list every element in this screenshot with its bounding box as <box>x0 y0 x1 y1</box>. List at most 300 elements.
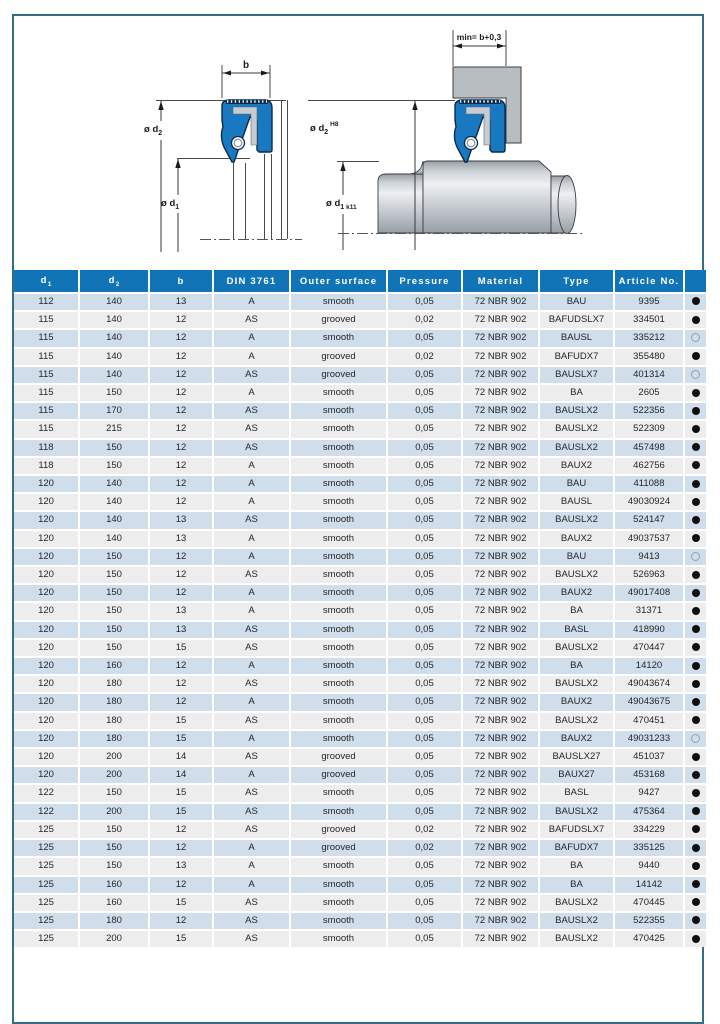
table-cell: 12 <box>150 656 214 674</box>
table-cell: 14 <box>150 747 214 765</box>
table-cell: 180 <box>80 729 150 747</box>
table-cell: 120 <box>14 692 80 710</box>
filled-dot-icon <box>692 480 700 488</box>
table-cell: 72 NBR 902 <box>463 929 540 947</box>
availability-cell <box>685 438 706 456</box>
table-cell: 0,05 <box>388 929 463 947</box>
table-cell: AS <box>214 802 291 820</box>
table-cell: 72 NBR 902 <box>463 401 540 419</box>
table-cell: smooth <box>291 292 388 310</box>
table-cell: 0,05 <box>388 620 463 638</box>
table-cell: 522355 <box>615 911 685 929</box>
availability-cell <box>685 783 706 801</box>
table-cell: AS <box>214 893 291 911</box>
table-cell: 72 NBR 902 <box>463 438 540 456</box>
table-cell: BA <box>540 601 615 619</box>
table-cell: 14142 <box>615 875 685 893</box>
table-cell: smooth <box>291 911 388 929</box>
table-cell: BAUX2 <box>540 692 615 710</box>
table-cell: 150 <box>80 838 150 856</box>
table-cell: 72 NBR 902 <box>463 893 540 911</box>
table-cell: 125 <box>14 875 80 893</box>
availability-cell <box>685 492 706 510</box>
table-cell: AS <box>214 747 291 765</box>
table-cell: 180 <box>80 711 150 729</box>
table-cell: 118 <box>14 438 80 456</box>
table-cell: AS <box>214 638 291 656</box>
table-cell: 120 <box>14 565 80 583</box>
table-cell: 0,05 <box>388 893 463 911</box>
table-cell: 0,05 <box>388 674 463 692</box>
table-cell: A <box>214 383 291 401</box>
table-cell: AS <box>214 911 291 929</box>
filled-dot-icon <box>692 862 700 870</box>
filled-dot-icon <box>692 498 700 506</box>
table-cell: BAUSLX2 <box>540 893 615 911</box>
table-cell: AS <box>214 820 291 838</box>
table-cell: 72 NBR 902 <box>463 856 540 874</box>
table-cell: BAU <box>540 547 615 565</box>
filled-dot-icon <box>692 443 700 451</box>
table-cell: A <box>214 838 291 856</box>
table-row <box>14 510 706 528</box>
table-cell: smooth <box>291 492 388 510</box>
table-cell: 13 <box>150 620 214 638</box>
filled-dot-icon <box>692 589 700 597</box>
table-cell: BAUSLX2 <box>540 929 615 947</box>
table-cell: 125 <box>14 911 80 929</box>
table-cell: 0,05 <box>388 510 463 528</box>
table-cell: smooth <box>291 783 388 801</box>
table-cell: 72 NBR 902 <box>463 510 540 528</box>
table-cell: BAUX2 <box>540 583 615 601</box>
table-cell: 72 NBR 902 <box>463 838 540 856</box>
table-cell: 9440 <box>615 856 685 874</box>
table-cell: 335212 <box>615 328 685 346</box>
table-cell: 125 <box>14 929 80 947</box>
table-cell: 160 <box>80 893 150 911</box>
table-cell: A <box>214 492 291 510</box>
table-cell: 125 <box>14 820 80 838</box>
dim-label-d2: ø $d_2$ <box>144 124 163 137</box>
table-cell: AS <box>214 783 291 801</box>
table-row <box>14 383 706 401</box>
table-cell: BAUX2 <box>540 456 615 474</box>
table-row <box>14 729 706 747</box>
filled-dot-icon <box>692 880 700 888</box>
table-cell: 470445 <box>615 893 685 911</box>
filled-dot-icon <box>692 935 700 943</box>
table-row <box>14 692 706 710</box>
table-cell: 140 <box>80 529 150 547</box>
table-cell: BA <box>540 856 615 874</box>
availability-cell <box>685 529 706 547</box>
table-cell: 120 <box>14 601 80 619</box>
table-cell: 470447 <box>615 638 685 656</box>
table-cell: 120 <box>14 674 80 692</box>
table-cell: 125 <box>14 838 80 856</box>
table-row <box>14 328 706 346</box>
table-cell: 72 NBR 902 <box>463 620 540 638</box>
table-cell: 12 <box>150 820 214 838</box>
table-cell: BAFUDX7 <box>540 347 615 365</box>
table-cell: 150 <box>80 856 150 874</box>
table-cell: 0,02 <box>388 820 463 838</box>
availability-cell <box>685 474 706 492</box>
table-cell: 0,05 <box>388 601 463 619</box>
table-cell: 115 <box>14 401 80 419</box>
table-cell: smooth <box>291 620 388 638</box>
availability-cell <box>685 620 706 638</box>
availability-cell <box>685 656 706 674</box>
table-cell: 120 <box>14 474 80 492</box>
dim-label-b: b <box>242 60 250 71</box>
table-cell: 411088 <box>615 474 685 492</box>
table-cell: 120 <box>14 547 80 565</box>
table-row <box>14 438 706 456</box>
table-cell: BA <box>540 656 615 674</box>
table-cell: 150 <box>80 383 150 401</box>
table-cell: A <box>214 347 291 365</box>
table-cell: 526963 <box>615 565 685 583</box>
col-header-outer-surface: Outer surface <box>291 270 388 292</box>
table-cell: AS <box>214 620 291 638</box>
table-cell: smooth <box>291 456 388 474</box>
table-cell: 72 NBR 902 <box>463 383 540 401</box>
table-cell: 0,05 <box>388 783 463 801</box>
open-dot-icon <box>691 370 700 379</box>
availability-cell <box>685 292 706 310</box>
filled-dot-icon <box>692 916 700 924</box>
table-cell: 12 <box>150 583 214 601</box>
availability-cell <box>685 365 706 383</box>
table-cell: 0,05 <box>388 765 463 783</box>
availability-cell <box>685 638 706 656</box>
table-cell: A <box>214 729 291 747</box>
table-cell: 72 NBR 902 <box>463 583 540 601</box>
availability-cell <box>685 547 706 565</box>
table-cell: 72 NBR 902 <box>463 674 540 692</box>
table-cell: 120 <box>14 729 80 747</box>
table-cell: 72 NBR 902 <box>463 875 540 893</box>
table-cell: AS <box>214 401 291 419</box>
table-cell: 462756 <box>615 456 685 474</box>
table-cell: 140 <box>80 328 150 346</box>
table-cell: 12 <box>150 547 214 565</box>
filled-dot-icon <box>692 516 700 524</box>
availability-cell <box>685 565 706 583</box>
table-cell: 0,05 <box>388 711 463 729</box>
table-cell: 115 <box>14 347 80 365</box>
table-cell: BASL <box>540 620 615 638</box>
availability-cell <box>685 856 706 874</box>
table-cell: 401314 <box>615 365 685 383</box>
table-cell: 72 NBR 902 <box>463 711 540 729</box>
table-cell: A <box>214 856 291 874</box>
table-cell: A <box>214 547 291 565</box>
availability-cell <box>685 328 706 346</box>
filled-dot-icon <box>692 698 700 706</box>
table-cell: BAUSLX2 <box>540 510 615 528</box>
table-row <box>14 347 706 365</box>
filled-dot-icon <box>692 825 700 833</box>
table-cell: BAUSLX2 <box>540 638 615 656</box>
table-cell: smooth <box>291 583 388 601</box>
garter-spring <box>232 137 245 150</box>
table-cell: 72 NBR 902 <box>463 310 540 328</box>
table-cell: 9413 <box>615 547 685 565</box>
table-cell: 120 <box>14 510 80 528</box>
availability-cell <box>685 692 706 710</box>
table-row <box>14 565 706 583</box>
table-cell: 140 <box>80 365 150 383</box>
filled-dot-icon <box>692 662 700 670</box>
table-row <box>14 474 706 492</box>
table-cell: smooth <box>291 438 388 456</box>
table-cell: 524147 <box>615 510 685 528</box>
table-cell: BAUSLX2 <box>540 674 615 692</box>
table-cell: 72 NBR 902 <box>463 765 540 783</box>
table-cell: 115 <box>14 365 80 383</box>
table-cell: BAFUDX7 <box>540 838 615 856</box>
table-cell: 418990 <box>615 620 685 638</box>
table-cell: 49037537 <box>615 529 685 547</box>
table-cell: 215 <box>80 419 150 437</box>
table-cell: A <box>214 529 291 547</box>
col-header-material: Material <box>463 270 540 292</box>
table-cell: smooth <box>291 565 388 583</box>
table-cell: 120 <box>14 638 80 656</box>
table-cell: BAUSL <box>540 492 615 510</box>
table-cell: A <box>214 456 291 474</box>
table-row <box>14 893 706 911</box>
table-cell: A <box>214 656 291 674</box>
table-cell: 0,05 <box>388 692 463 710</box>
right-diagram <box>308 30 582 250</box>
filled-dot-icon <box>692 571 700 579</box>
table-cell: 120 <box>14 711 80 729</box>
table-cell: 200 <box>80 929 150 947</box>
availability-cell <box>685 401 706 419</box>
availability-cell <box>685 383 706 401</box>
table-cell: 150 <box>80 583 150 601</box>
col-header-d2: $d_2$ <box>80 270 150 292</box>
table-cell: 140 <box>80 510 150 528</box>
table-cell: BAUX2 <box>540 529 615 547</box>
table-row <box>14 547 706 565</box>
table-cell: 522356 <box>615 401 685 419</box>
table-cell: 72 NBR 902 <box>463 365 540 383</box>
table-row <box>14 401 706 419</box>
table-cell: smooth <box>291 929 388 947</box>
table-cell: 475364 <box>615 802 685 820</box>
table-cell: 72 NBR 902 <box>463 492 540 510</box>
availability-cell <box>685 601 706 619</box>
availability-cell <box>685 729 706 747</box>
table-cell: 335125 <box>615 838 685 856</box>
table-cell: 115 <box>14 383 80 401</box>
table-cell: 12 <box>150 838 214 856</box>
table-cell: BAU <box>540 292 615 310</box>
technical-diagram <box>0 0 720 262</box>
table-cell: 13 <box>150 510 214 528</box>
col-header-d1: $d_1$ <box>14 270 80 292</box>
table-cell: grooved <box>291 747 388 765</box>
table-cell: grooved <box>291 365 388 383</box>
table-cell: 140 <box>80 292 150 310</box>
table-cell: smooth <box>291 656 388 674</box>
table-cell: AS <box>214 419 291 437</box>
table-cell: 150 <box>80 547 150 565</box>
table-row <box>14 310 706 328</box>
table-cell: 0,05 <box>388 565 463 583</box>
table-cell: 72 NBR 902 <box>463 656 540 674</box>
filled-dot-icon <box>692 425 700 433</box>
table-cell: 150 <box>80 456 150 474</box>
table-cell: 12 <box>150 492 214 510</box>
table-cell: BASL <box>540 783 615 801</box>
table-cell: BAU <box>540 474 615 492</box>
table-cell: 72 NBR 902 <box>463 911 540 929</box>
table-cell: smooth <box>291 419 388 437</box>
table-cell: 453168 <box>615 765 685 783</box>
table-cell: 0,05 <box>388 365 463 383</box>
table-cell: 49030924 <box>615 492 685 510</box>
table-cell: 0,05 <box>388 456 463 474</box>
table-cell: 160 <box>80 875 150 893</box>
table-cell: 0,02 <box>388 838 463 856</box>
table-cell: A <box>214 601 291 619</box>
table-cell: 120 <box>14 583 80 601</box>
table-cell: 120 <box>14 747 80 765</box>
filled-dot-icon <box>692 352 700 360</box>
table-row <box>14 365 706 383</box>
table-cell: A <box>214 292 291 310</box>
table-row <box>14 601 706 619</box>
table-cell: AS <box>214 438 291 456</box>
table-cell: 0,05 <box>388 292 463 310</box>
open-dot-icon <box>691 552 700 561</box>
table-cell: 150 <box>80 565 150 583</box>
left-diagram <box>144 60 302 252</box>
table-cell: A <box>214 692 291 710</box>
seal-cross-section <box>221 100 272 163</box>
table-cell: 0,05 <box>388 383 463 401</box>
table-cell: 49043675 <box>615 692 685 710</box>
availability-cell <box>685 929 706 947</box>
filled-dot-icon <box>692 407 700 415</box>
table-cell: 9395 <box>615 292 685 310</box>
table-cell: 2605 <box>615 383 685 401</box>
table-cell: A <box>214 328 291 346</box>
table-cell: 15 <box>150 783 214 801</box>
table-body <box>14 292 706 947</box>
table-cell: smooth <box>291 601 388 619</box>
table-cell: 150 <box>80 601 150 619</box>
table-cell: 200 <box>80 747 150 765</box>
col-header-din-3761: DIN 3761 <box>214 270 291 292</box>
table-cell: 72 NBR 902 <box>463 347 540 365</box>
dim-label-d1: ø $d_1$ <box>161 198 180 211</box>
table-cell: 72 NBR 902 <box>463 820 540 838</box>
table-cell: 0,05 <box>388 875 463 893</box>
table-row <box>14 838 706 856</box>
table-cell: 72 NBR 902 <box>463 474 540 492</box>
table-cell: 72 NBR 902 <box>463 783 540 801</box>
table-cell: 0,05 <box>388 747 463 765</box>
table-cell: 13 <box>150 856 214 874</box>
table-cell: 120 <box>14 620 80 638</box>
dim-label-d1-k11: ø $d_1$ k11 <box>326 198 357 211</box>
table-cell: smooth <box>291 638 388 656</box>
table-row <box>14 802 706 820</box>
table-cell: 334229 <box>615 820 685 838</box>
table-cell: BAUSLX7 <box>540 365 615 383</box>
table-cell: 140 <box>80 474 150 492</box>
table-cell: 160 <box>80 656 150 674</box>
table-row <box>14 583 706 601</box>
table-cell: 118 <box>14 456 80 474</box>
table-cell: BAUSLX2 <box>540 711 615 729</box>
filled-dot-icon <box>692 643 700 651</box>
filled-dot-icon <box>692 789 700 797</box>
table-cell: 355480 <box>615 347 685 365</box>
table-cell: 140 <box>80 347 150 365</box>
table-cell: 0,05 <box>388 529 463 547</box>
table-cell: 200 <box>80 802 150 820</box>
table-cell: 72 NBR 902 <box>463 529 540 547</box>
table-cell: 0,05 <box>388 547 463 565</box>
availability-cell <box>685 893 706 911</box>
table-cell: BAUX27 <box>540 765 615 783</box>
filled-dot-icon <box>692 807 700 815</box>
table-cell: smooth <box>291 474 388 492</box>
table-cell: 122 <box>14 783 80 801</box>
table-cell: 0,05 <box>388 638 463 656</box>
table-cell: 72 NBR 902 <box>463 601 540 619</box>
table-cell: smooth <box>291 510 388 528</box>
table-row <box>14 419 706 437</box>
table-cell: smooth <box>291 802 388 820</box>
table-row <box>14 783 706 801</box>
table-cell: 150 <box>80 638 150 656</box>
table-row <box>14 492 706 510</box>
availability-cell <box>685 875 706 893</box>
availability-cell <box>685 583 706 601</box>
table-cell: AS <box>214 565 291 583</box>
table-cell: grooved <box>291 310 388 328</box>
table-cell: BAUSLX27 <box>540 747 615 765</box>
table-row <box>14 638 706 656</box>
table-cell: 15 <box>150 893 214 911</box>
availability-cell <box>685 838 706 856</box>
table-cell: 170 <box>80 401 150 419</box>
table-cell: 49043674 <box>615 674 685 692</box>
table-cell: 12 <box>150 365 214 383</box>
table-cell: smooth <box>291 674 388 692</box>
availability-cell <box>685 510 706 528</box>
filled-dot-icon <box>692 607 700 615</box>
table-cell: 180 <box>80 674 150 692</box>
table-cell: BAUSLX2 <box>540 911 615 929</box>
table-cell: smooth <box>291 547 388 565</box>
col-header-b: b <box>150 270 214 292</box>
filled-dot-icon <box>692 771 700 779</box>
table-cell: AS <box>214 674 291 692</box>
table-cell: 115 <box>14 310 80 328</box>
table-row <box>14 747 706 765</box>
table-cell: smooth <box>291 875 388 893</box>
